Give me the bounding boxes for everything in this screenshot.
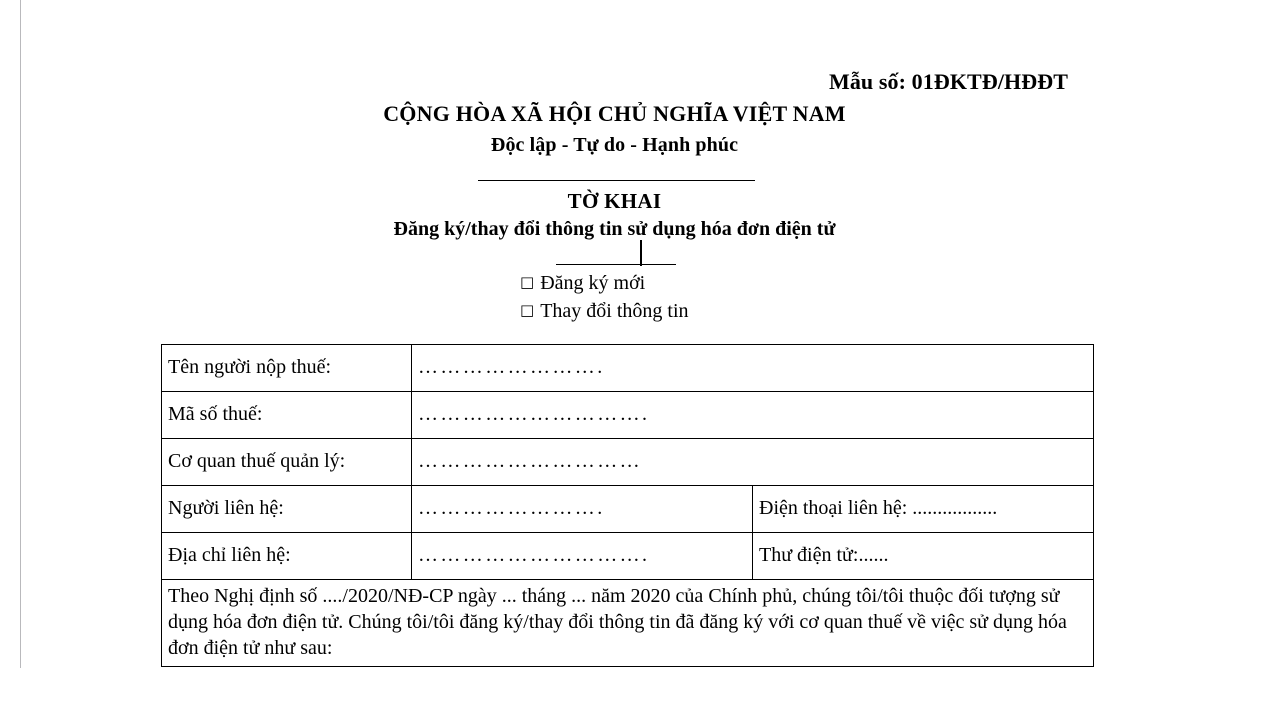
- row-label-nguoi-lien-he: Người liên hệ:: [162, 486, 412, 533]
- table-row: [162, 345, 1094, 392]
- national-motto-line: Độc lập - Tự do - Hạnh phúc: [490, 134, 739, 156]
- row-value-ten-nguoi-nop-thue[interactable]: …………………….: [412, 345, 1094, 392]
- row-extra-thu-dien-tu[interactable]: Thư điện tử:......: [753, 533, 1094, 580]
- table-row: [162, 486, 1094, 533]
- row-label-ma-so-thue: Mã số thuế:: [162, 392, 412, 439]
- taxpayer-info-table: [161, 344, 1094, 667]
- choice-thay-doi-thong-tin[interactable]: [520, 297, 689, 325]
- row-value-dia-chi-lien-he[interactable]: ………………………….: [412, 533, 753, 580]
- text-cursor-caret: [640, 240, 642, 266]
- registration-type-choices: [520, 269, 689, 325]
- choice-dang-ky-moi[interactable]: [520, 269, 689, 297]
- row-value-co-quan-thue-quan-ly[interactable]: …………………………: [412, 439, 1094, 486]
- row-label-ten-nguoi-nop-thue: Tên người nộp thuế:: [162, 345, 412, 392]
- declaration-paragraph: Theo Nghị định số ..../2020/NĐ-CP ngày ... tháng ... năm 2020 của Chính phủ, chúng tôi/tôi thuộc đối tượng sử dụng hóa đơn điện tử. Chúng tôi/tôi đăng ký/thay đổi thông tin đã đăng ký với cơ quan thuế về việc sử dụng hóa đơn điện tử như sau:: [162, 580, 1094, 667]
- choice-label: Đăng ký mới: [540, 272, 646, 294]
- country-name-line: CỘNG HÒA XÃ HỘI CHỦ NGHĨA VIỆT NAM: [383, 101, 846, 126]
- row-label-co-quan-thue-quan-ly: Cơ quan thuế quản lý:: [162, 439, 412, 486]
- form-code: Mẫu số: 01ĐKTĐ/HĐĐT: [828, 69, 1068, 94]
- table-row-paragraph: [162, 580, 1094, 667]
- table-row: [162, 392, 1094, 439]
- row-value-ma-so-thue[interactable]: ………………………….: [412, 392, 1094, 439]
- title-divider-rule: [556, 264, 676, 265]
- heading-divider-rule: [478, 180, 755, 181]
- choice-label: Thay đổi thông tin: [540, 300, 689, 322]
- checkbox-icon[interactable]: □: [520, 273, 535, 291]
- table-row: [162, 439, 1094, 486]
- national-heading: [161, 100, 1068, 158]
- document-title-block: [161, 188, 1068, 242]
- page-title: TỜ KHAI: [567, 189, 662, 213]
- page-subtitle: Đăng ký/thay đổi thông tin sử dụng hóa đơn điện tử: [393, 218, 836, 240]
- table-row: [162, 533, 1094, 580]
- checkbox-icon[interactable]: □: [520, 301, 535, 319]
- row-label-dia-chi-lien-he: Địa chỉ liên hệ:: [162, 533, 412, 580]
- row-extra-dien-thoai-lien-he[interactable]: Điện thoại liên hệ: .................: [753, 486, 1094, 533]
- row-value-nguoi-lien-he[interactable]: …………………….: [412, 486, 753, 533]
